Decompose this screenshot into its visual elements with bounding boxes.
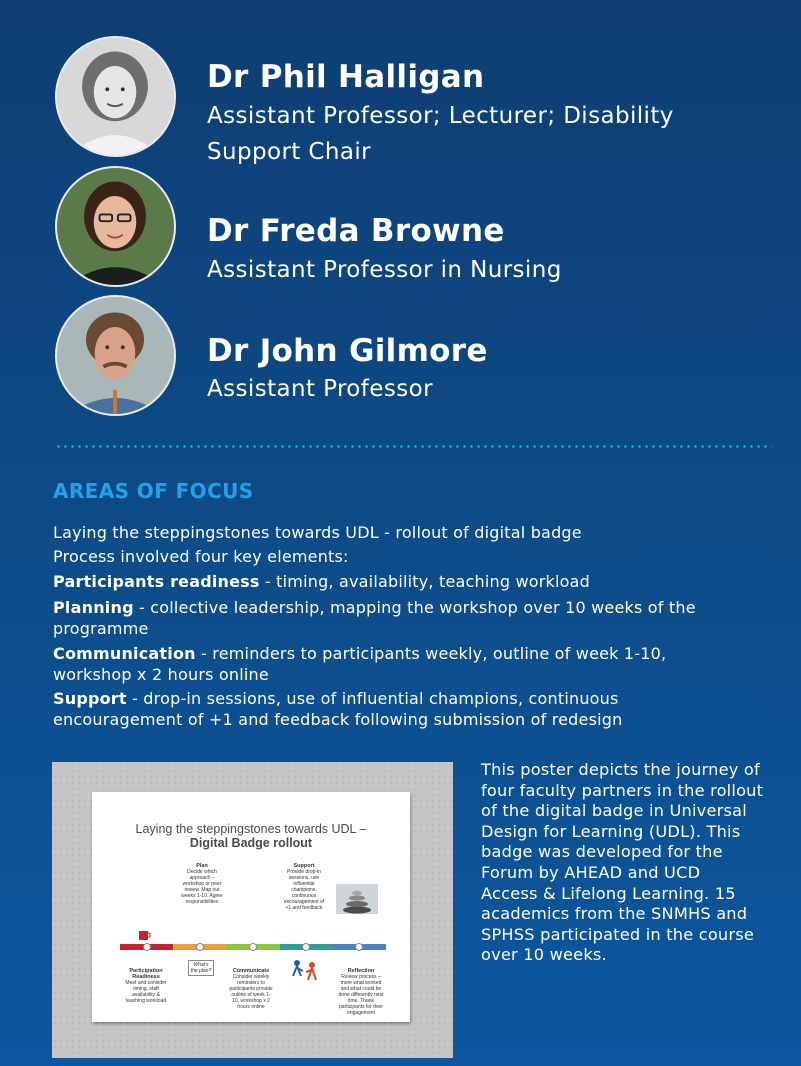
- person-card-gilmore: [55, 295, 785, 415]
- person-card-browne: [55, 166, 785, 286]
- person-role-line: Support Chair: [207, 139, 372, 165]
- stage-text: Provide drop-in sessions, use influential champions, continuous encouragement of +1 and feedback: [283, 869, 325, 911]
- focus-item-continued: encouragement of +1 and feedback following submission of redesign: [53, 710, 623, 729]
- person-role: [207, 98, 767, 170]
- person-name: Dr Phil Halligan: [207, 59, 485, 95]
- stage-text: Meet and consider timing, staff availability & teaching workload: [125, 980, 167, 1004]
- portrait-photo-halligan: [55, 36, 176, 157]
- poster-title-line: Laying the steppingstones towards UDL –: [135, 822, 367, 836]
- person-role-line: Assistant Professor; Lecturer; Disability: [207, 103, 674, 129]
- focus-intro: Process involved four key elements:: [53, 547, 349, 566]
- coffee-cup-icon: [138, 929, 152, 941]
- poster-title: [92, 822, 410, 850]
- description-line: Design for Learning (UDL). This: [481, 821, 741, 841]
- focus-item: [53, 596, 696, 619]
- focus-item-label: Planning: [53, 598, 134, 617]
- focus-item-text: - reminders to participants weekly, outline of week 1-10,: [195, 644, 667, 663]
- focus-item-continued: programme: [53, 619, 149, 638]
- description-line: This poster depicts the journey of: [481, 760, 760, 779]
- stage-title: Participation Readiness: [129, 968, 163, 980]
- stage-title: Communicate: [232, 968, 270, 974]
- portrait-photo-gilmore: [55, 295, 176, 416]
- stage-text: Decide which approach – workshop or peer review. Map out weeks 1-10. Agree responsibilities: [181, 869, 223, 905]
- description-line: Access & Lifelong Learning. 15: [481, 883, 736, 903]
- focus-item-label: Participants readiness: [53, 572, 260, 591]
- focus-item: [53, 570, 590, 593]
- person-role: [207, 252, 767, 288]
- stage-title: Reflection: [347, 968, 375, 974]
- stage-title: Support: [293, 863, 315, 869]
- poster-sheet: [92, 792, 410, 1022]
- focus-item-continued: workshop x 2 hours online: [53, 665, 269, 684]
- areas-of-focus-heading: AREAS OF FOCUS: [53, 479, 254, 503]
- stacked-stones-icon: [336, 884, 378, 914]
- person-role: [207, 371, 767, 407]
- timeline-node: [249, 943, 257, 951]
- focus-item: [53, 687, 619, 710]
- focus-item-label: Support: [53, 689, 127, 708]
- person-role-line: Assistant Professor: [207, 376, 433, 402]
- timeline-node: [196, 943, 204, 951]
- focus-intro: Laying the steppingstones towards UDL - rollout of digital badge: [53, 523, 582, 542]
- timeline-node: [143, 943, 151, 951]
- description-line: of the digital badge in Universal: [481, 801, 747, 821]
- person-role-line: Assistant Professor in Nursing: [207, 257, 562, 283]
- timeline-node: [355, 943, 363, 951]
- portrait-photo-browne: [55, 166, 176, 287]
- person-name: Dr John Gilmore: [207, 333, 488, 369]
- stage-text: Consider weekly reminders to participants provide outline of week 1-10, workshop x 2 hours online: [229, 974, 273, 1010]
- focus-item-text: - collective leadership, mapping the workshop over 10 weeks of the: [133, 598, 696, 617]
- focus-item-label: Communication: [53, 644, 196, 663]
- timeline-node: [302, 943, 310, 951]
- description-line: over 10 weeks.: [481, 945, 607, 965]
- description-line: SPHSS participated in the course: [481, 924, 755, 944]
- poster-description: [481, 760, 786, 966]
- focus-item-text: - drop-in sessions, use of influential champions, continuous: [126, 689, 619, 708]
- stage-title: Plan: [196, 863, 208, 869]
- focus-item: [53, 642, 666, 665]
- stage-communicate: [228, 968, 274, 1010]
- poster-photo: [52, 762, 453, 1058]
- person-name: Dr Freda Browne: [207, 213, 505, 249]
- stage-plan: [180, 863, 224, 905]
- description-line: badge was developed for the: [481, 842, 723, 862]
- stage-text: Review process – more what worked and what could be done differently next time. Thank participants for their engagement: [338, 974, 384, 1016]
- dotted-divider: [55, 445, 772, 448]
- poster-title-line: Digital Badge rollout: [189, 836, 313, 850]
- whats-the-plan-note: What's the plan?: [188, 960, 214, 976]
- stage-reflection: [336, 968, 386, 1016]
- stage-readiness: [122, 968, 170, 1004]
- description-line: Forum by AHEAD and UCD: [481, 862, 701, 882]
- description-line: four faculty partners in the rollout: [481, 780, 764, 800]
- person-card-halligan: [55, 36, 785, 165]
- stage-support: [282, 863, 326, 911]
- people-meeting-icon: [288, 958, 322, 984]
- focus-item-text: - timing, availability, teaching workload: [259, 572, 590, 591]
- description-line: academics from the SNMHS and: [481, 904, 748, 924]
